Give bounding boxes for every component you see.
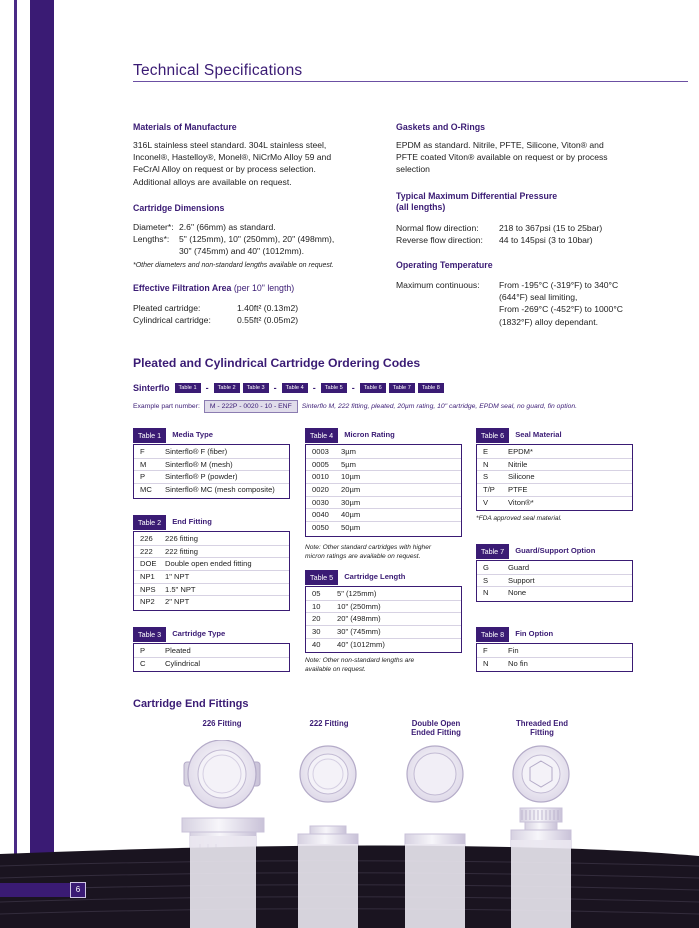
gaskets-line: selection [396, 164, 430, 175]
code-separator: - [273, 383, 277, 393]
table-5-cartridge-length [305, 570, 462, 653]
table-4-note: Note: Other standard cartridges with higher micron ratings are available on request. [305, 544, 432, 561]
gaskets-line: PFTE coated Viton® available on request or by process [396, 152, 608, 163]
pressure-value: 44 to 145psi (3 to 10bar) [499, 235, 593, 246]
pressure-value: 218 to 367psi (15 to 25bar) [499, 223, 603, 233]
table-tag: Table 7 [476, 544, 509, 559]
table-tag: Table 3 [133, 627, 166, 642]
table-6-seal-material [476, 428, 633, 511]
temperature-list [396, 279, 623, 328]
table-row: MC Sinterflo® MC (mesh composite) [140, 485, 275, 495]
temperature-line: From -269°C (-452°F) to 1000°C [499, 304, 623, 315]
table-title: Guard/Support Option [515, 546, 596, 556]
table-title: Seal Material [515, 430, 562, 440]
temperature-label: Maximum continuous: [396, 280, 480, 290]
dimension-value: 2.6" (66mm) as standard. [179, 222, 276, 232]
table-row: V Viton®* [483, 497, 534, 507]
table-row: 0040 40µm [306, 509, 461, 522]
ordering-heading: Pleated and Cylindrical Cartridge Ordering Codes [133, 356, 421, 370]
code-chain [133, 382, 444, 394]
page-number-bar [0, 883, 70, 897]
table-row: P Pleated [134, 645, 289, 658]
brand-name: Sinterflo [133, 383, 170, 393]
fitting-label-222: 222 Fitting [309, 719, 349, 728]
dimensions-note: *Other diameters and non-standard lengths available on request. [133, 261, 334, 269]
example-label: Example part number: [133, 403, 200, 410]
table-row: 0020 20µm [306, 484, 461, 497]
table-tag: Table 5 [305, 570, 338, 585]
materials-line: Additional alloys are available on request. [133, 176, 292, 187]
table-row: 226 226 fitting [134, 533, 289, 546]
table-row: C Cylindrical [140, 658, 201, 668]
table-tag: Table 2 [133, 515, 166, 530]
table-title: Cartridge Type [172, 629, 226, 639]
table-row: NPS 1.5" NPT [134, 584, 289, 597]
table-row: S Silicone [477, 471, 632, 484]
dimension-value: 5" (125mm), 10" (250mm), 20" (498mm), [179, 234, 335, 245]
table-row: 0005 5µm [306, 459, 461, 472]
fitting-label-226: 226 Fitting [202, 719, 242, 728]
pressure-label: Reverse flow direction: [396, 235, 483, 246]
materials-line: Inconel®, Hastelloy®, Monel®, NiCrMo Alloy 59 and [133, 152, 332, 163]
page-number: 6 [70, 882, 86, 898]
code-separator: - [205, 383, 209, 393]
table-tag: Table 6 [476, 428, 509, 443]
fitting-doe-top [407, 746, 463, 802]
table-row: P Sinterflo® P (powder) [134, 471, 289, 484]
filtration-heading [133, 283, 294, 295]
table-title: Media Type [172, 430, 213, 440]
materials-text [133, 139, 383, 188]
table-6-note: *FDA approved seal material. [476, 515, 562, 522]
filtration-label: Cylindrical cartridge: [133, 315, 211, 326]
table-row: 05 5" (125mm) [306, 588, 461, 601]
title-rule [133, 81, 688, 82]
table-row: F Sinterflo® F (fiber) [134, 446, 289, 459]
chip-table-8: Table 8 [418, 383, 444, 393]
fitting-226-top [184, 740, 260, 808]
table-3-cartridge-type [133, 627, 290, 672]
table-row: 222 222 fitting [134, 546, 289, 559]
table-row: 30 30" (745mm) [306, 626, 461, 639]
table-5-note: Note: Other non-standard lengths are available on request. [305, 657, 415, 674]
pressure-heading [396, 191, 557, 214]
dimensions-heading: Cartridge Dimensions [133, 203, 225, 213]
gaskets-text [396, 139, 656, 176]
table-row: S Support [477, 575, 632, 588]
table-row: 20 20" (498mm) [306, 613, 461, 626]
table-row: E EPDM* [477, 446, 632, 459]
dimensions-list [133, 221, 334, 270]
chip-table-5: Table 5 [321, 383, 347, 393]
table-4-micron-rating [305, 428, 462, 537]
table-title: Micron Rating [344, 430, 395, 440]
table-row: N No fin [483, 658, 528, 668]
sidebar-thick-stripe [30, 0, 54, 928]
table-row: N None [483, 588, 527, 598]
dimension-label [133, 245, 179, 257]
chip-table-7: Table 7 [389, 383, 415, 393]
fittings-heading: Cartridge End Fittings [133, 698, 249, 710]
example-part-number [133, 400, 577, 413]
table-tag: Table 1 [133, 428, 166, 443]
table-row: 0003 3µm [306, 446, 461, 459]
code-separator: - [351, 383, 355, 393]
filtration-heading-text: Effective Filtration Area [133, 283, 232, 293]
table-row: 10 10" (250mm) [306, 601, 461, 614]
decorative-sidebar [0, 0, 70, 928]
temperature-line: (1832°F) alloy dependant. [499, 316, 598, 327]
filtration-label: Pleated cartridge: [133, 303, 201, 313]
table-1-media-type [133, 428, 290, 499]
gaskets-heading: Gaskets and O-Rings [396, 122, 485, 132]
table-row: T/P PTFE [477, 484, 632, 497]
table-2-end-fitting [133, 515, 290, 611]
table-row: N Nitrile [477, 459, 632, 472]
example-description: Sinterflo M, 222 fitting, pleated, 20µm rating, 10" cartridge, EPDM seal, no guard, fin option. [301, 403, 578, 410]
fitting-label-threaded: Threaded End Fitting [516, 719, 568, 738]
filtration-list [133, 302, 298, 326]
table-8-fin-option [476, 627, 633, 672]
fitting-label-doe: Double Open Ended Fitting [411, 719, 461, 738]
pressure-heading-text: Typical Maximum Differential Pressure [396, 191, 558, 201]
materials-line: FeCrAl Alloy on request or by process selection. [133, 164, 316, 175]
table-title: End Fitting [172, 517, 212, 527]
table-tag: Table 8 [476, 627, 509, 642]
sidebar-thin-stripe [14, 0, 17, 928]
table-row: 0010 10µm [306, 471, 461, 484]
chip-table-2: Table 2 [214, 383, 240, 393]
materials-line: 316L stainless steel standard. 304L stainless steel, [133, 140, 327, 150]
temperature-values [499, 279, 623, 328]
table-row: F Fin [477, 645, 632, 658]
table-row: DOE Double open ended fitting [134, 558, 289, 571]
temperature-line: (644°F) seal limiting, [499, 292, 578, 303]
table-7-guard-support [476, 544, 633, 602]
chip-table-3: Table 3 [243, 383, 269, 393]
table-title: Fin Option [515, 629, 554, 639]
example-part-code: M - 222P - 0020 - 10 - ENF [204, 400, 298, 413]
pressure-label: Normal flow direction: [396, 223, 479, 233]
chip-table-1: Table 1 [175, 383, 201, 393]
dimension-label: Diameter*: [133, 222, 174, 232]
fitting-threaded-top [513, 746, 569, 802]
materials-heading: Materials of Manufacture [133, 122, 237, 132]
table-row: NP2 2" NPT [140, 597, 190, 607]
table-row: NP1 1" NPT [134, 571, 289, 584]
chip-table-4: Table 4 [282, 383, 308, 393]
fitting-222-top [300, 746, 356, 802]
table-row: 0050 50µm [312, 523, 361, 533]
table-row: G Guard [477, 562, 632, 575]
table-row: M Sinterflo® M (mesh) [134, 459, 289, 472]
table-tag: Table 4 [305, 428, 338, 443]
bottom-decorative-band [0, 836, 699, 928]
filtration-value: 0.55ft² (0.05m2) [237, 315, 299, 326]
chip-table-6: Table 6 [360, 383, 386, 393]
dimension-label: Lengths*: [133, 234, 170, 245]
page-title: Technical Specifications [133, 62, 303, 79]
code-separator: - [312, 383, 316, 393]
pressure-list [396, 222, 602, 246]
gaskets-line: EPDM as standard. Nitrile, PFTE, Silicone, Viton® and [396, 140, 604, 150]
pressure-subheading: (all lengths) [396, 202, 446, 213]
table-row: 40 40" (1012mm) [312, 639, 385, 649]
temperature-line: From -195°C (-319°F) to 340°C [499, 280, 619, 290]
filtration-heading-suffix: (per 10" length) [233, 283, 295, 293]
dimension-value: 30" (745mm) and 40" (1012mm). [179, 246, 305, 257]
table-title: Cartridge Length [344, 572, 406, 582]
table-row: 0030 30µm [306, 497, 461, 510]
temperature-heading: Operating Temperature [396, 260, 493, 270]
filtration-value: 1.40ft² (0.13m2) [237, 303, 299, 313]
